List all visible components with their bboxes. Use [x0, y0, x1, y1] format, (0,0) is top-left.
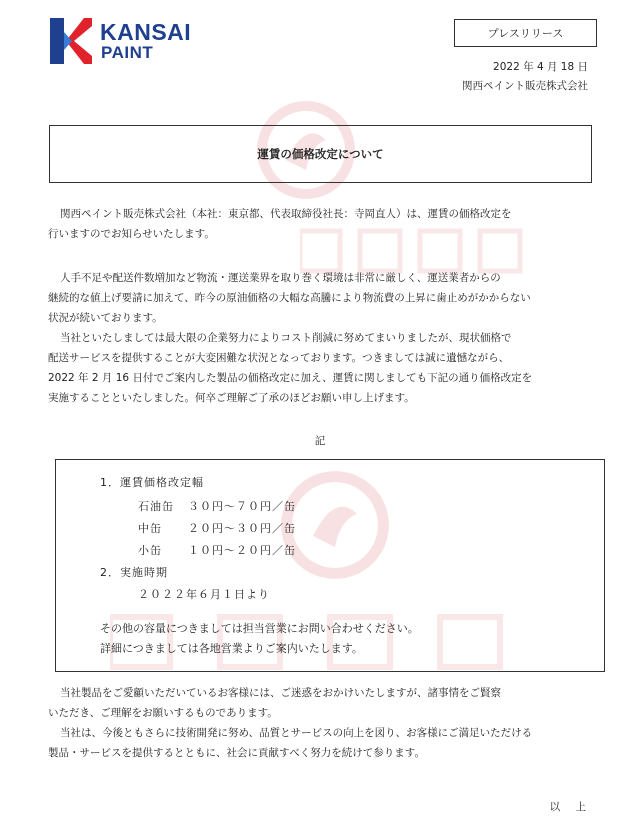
closing-paragraph [48, 683, 608, 763]
paragraph-line: 配送サービスを提供することが大変困難な状況となっております。つきましては誠に遺憾ながら、 [48, 352, 510, 364]
paragraph-line: 当社は、今後ともさらに技術開発に努め、品質とサービスの向上を図り、お客様にご満足いただける [60, 727, 533, 739]
note-line: その他の容量につきましては担当営業にお問い合わせください。 [100, 622, 419, 635]
paragraph-line: 当社といたしましては最大限の企業努力によりコスト削減に努めてまいりましたが、現状価格で [60, 332, 512, 344]
logo-text-paint: PAINT [101, 43, 154, 62]
end-mark: 以 上 [549, 801, 592, 813]
document-title: 運賃の価格改定について [49, 125, 592, 183]
paragraph-line: 関西ペイント販売株式会社（本社：東京都、代表取締役社長：寺岡直人）は、運賃の価格改定を [60, 208, 512, 220]
logo-text-kansai: KANSAI [100, 19, 192, 45]
body-paragraph [48, 268, 608, 408]
rate-label: 小缶 [138, 544, 162, 557]
rate-label: 石油缶 [138, 500, 174, 513]
note-line: 詳細につきましては各地営業よりご案内いたします。 [100, 642, 363, 655]
effective-date: ２０２２年６月１日より [138, 588, 270, 601]
paragraph-line: 当社製品をご愛顧いただいているお客様には、ご迷惑をおかけいたしますが、諸事情をご賢察 [60, 687, 501, 699]
details-box [55, 459, 605, 672]
intro-paragraph [48, 204, 608, 244]
release-date: 2022 年 4 月 18 日 [493, 61, 588, 73]
paragraph-line: 状況が続いております。 [48, 312, 163, 324]
rate-label: 中缶 [138, 522, 162, 535]
rate-range: ３０円～７０円／缶 [188, 500, 296, 513]
kansai-logo-mark-icon [50, 18, 92, 64]
paragraph-line: 実施することといたしました。何卒ご理解ご了承のほどお願い申し上げます。 [48, 392, 415, 404]
item2-heading: 2．実施時期 [100, 566, 168, 579]
rate-range: ２０円～３０円／缶 [188, 522, 296, 535]
paragraph-line: 人手不足や配送件数増加など物流・運送業界を取り巻く環境は非常に厳しく、運送業者からの [60, 272, 501, 284]
company-name: 関西ペイント販売株式会社 [462, 80, 588, 92]
ki-heading: 記 [314, 435, 326, 447]
paragraph-line: 2022 年 2 月 16 日付でご案内した製品の価格改定に加え、運賃に関しましても下記の通り価格改定を [48, 372, 533, 384]
press-release-label: プレスリリース [454, 19, 597, 47]
item1-heading: 1．運賃価格改定幅 [100, 476, 204, 489]
paragraph-line: 継続的な値上げ要請に加えて、昨今の原油価格の大幅な高騰により物流費の上昇に歯止めがかからない [48, 292, 531, 304]
kansai-paint-logo [50, 18, 220, 66]
paragraph-line: 製品・サービスを提供するとともに、社会に貢献すべく努力を続けて参ります。 [48, 747, 425, 759]
paragraph-line: いただき、ご理解をお願いするものであります。 [48, 707, 278, 719]
rate-range: １０円～２０円／缶 [188, 544, 296, 557]
paragraph-line: 行いますのでお知らせいたします。 [48, 228, 215, 240]
